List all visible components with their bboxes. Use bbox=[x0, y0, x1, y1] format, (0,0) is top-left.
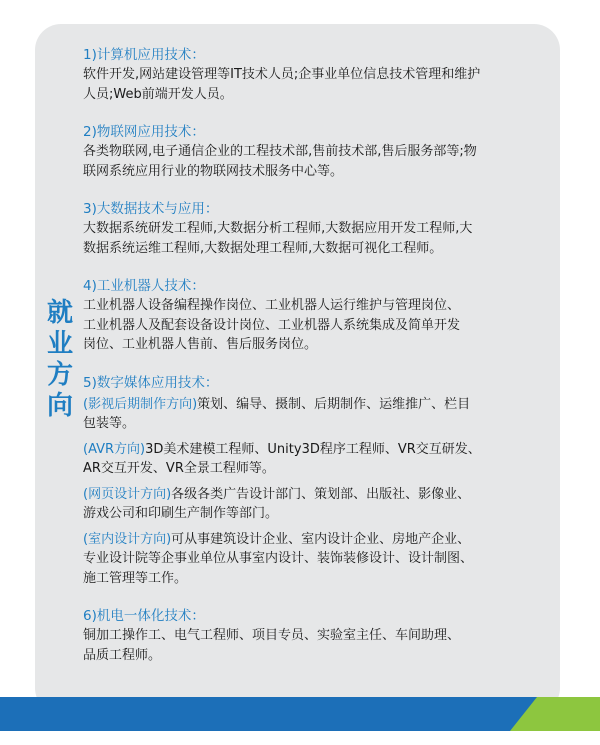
subsection-text: 3D美术建模工程师、Unity3D程序工程师、VR交互研发、 bbox=[145, 441, 481, 457]
subsection-line: AR交互开发、VR全景工程师等。 bbox=[83, 461, 275, 476]
section-line: 人员;Web前端开发人员。 bbox=[83, 86, 233, 102]
section-heading: 4)工业机器人技术： bbox=[83, 278, 205, 294]
section-line: 大数据系统研发工程师,大数据分析工程师,大数据应用开发工程师,大 bbox=[83, 221, 473, 236]
section-line: 数据系统运维工程师,大数据处理工程师,大数据可视化工程师。 bbox=[83, 240, 443, 256]
section-line: 各类物联网,电子通信企业的工程技术部,售前技术部,售后服务部等;物 bbox=[83, 144, 477, 159]
section-heading: 3)大数据技术与应用： bbox=[83, 201, 219, 217]
direction-tag: (影视后期制作方向) bbox=[83, 396, 198, 412]
side-title-char: 向 bbox=[46, 391, 73, 421]
footer-blue-bar bbox=[0, 697, 600, 731]
subsection-first-line bbox=[83, 530, 553, 550]
side-title bbox=[42, 298, 78, 422]
section-computer-application bbox=[83, 45, 553, 104]
subsection-line: 专业设计院等企事业单位从事室内设计、装饰装修设计、设计制图、 bbox=[83, 551, 474, 566]
subsection-first-line bbox=[83, 485, 553, 505]
subsection-first-line bbox=[83, 440, 553, 460]
side-title-char: 就 bbox=[46, 298, 73, 328]
section-line: 联网系统应用行业的物联网技术服务中心等。 bbox=[83, 163, 344, 179]
subsection-text: 各级各类广告设计部门、策划部、出版社、影像业、 bbox=[171, 486, 471, 502]
section-heading: 5)数字媒体应用技术： bbox=[83, 374, 219, 391]
section-heading: 1)计算机应用技术： bbox=[83, 47, 205, 63]
direction-tag: (室内设计方向) bbox=[83, 531, 172, 547]
subsection-film-post bbox=[83, 395, 553, 434]
section-big-data bbox=[83, 199, 553, 258]
section-line: 铜加工操作工、电气工程师、项目专员、实验室主任、车间助理、 bbox=[83, 628, 461, 643]
section-heading: 2)物联网应用技术： bbox=[83, 124, 205, 140]
content-list bbox=[83, 45, 553, 683]
section-line: 品质工程师。 bbox=[83, 647, 162, 663]
direction-tag: (AVR方向) bbox=[83, 441, 146, 457]
section-mechatronics bbox=[83, 606, 553, 665]
subsection-line: 包装等。 bbox=[83, 416, 136, 431]
subsection-line: 施工管理等工作。 bbox=[83, 570, 188, 586]
side-title-char: 方 bbox=[46, 360, 73, 390]
subsection-web-design bbox=[83, 485, 553, 524]
subsection-avr bbox=[83, 440, 553, 479]
section-line: 工业机器人设备编程操作岗位、工业机器人运行维护与管理岗位、 bbox=[83, 298, 461, 313]
subsection-interior-design bbox=[83, 530, 553, 589]
section-line: 岗位、工业机器人售前、售后服务岗位。 bbox=[83, 337, 318, 352]
section-digital-media bbox=[83, 373, 553, 589]
section-industrial-robot bbox=[83, 276, 553, 355]
subsection-text: 可从事建筑设计企业、室内设计企业、房地产企业、 bbox=[171, 531, 471, 547]
subsection-first-line bbox=[83, 395, 553, 415]
section-line: 软件开发,网站建设管理等IT技术人员;企事业单位信息技术管理和维护 bbox=[83, 67, 481, 82]
subsection-text: 策划、编导、摄制、后期制作、运维推广、栏目 bbox=[197, 396, 471, 412]
section-line: 工业机器人及配套设备设计岗位、工业机器人系统集成及简单开发 bbox=[83, 317, 461, 333]
section-iot bbox=[83, 122, 553, 181]
subsection-line: 游戏公司和印刷生产制作等部门。 bbox=[83, 506, 279, 521]
side-title-char: 业 bbox=[46, 329, 73, 359]
direction-tag: (网页设计方向) bbox=[83, 486, 172, 502]
section-heading: 6)机电一体化技术： bbox=[83, 608, 205, 624]
